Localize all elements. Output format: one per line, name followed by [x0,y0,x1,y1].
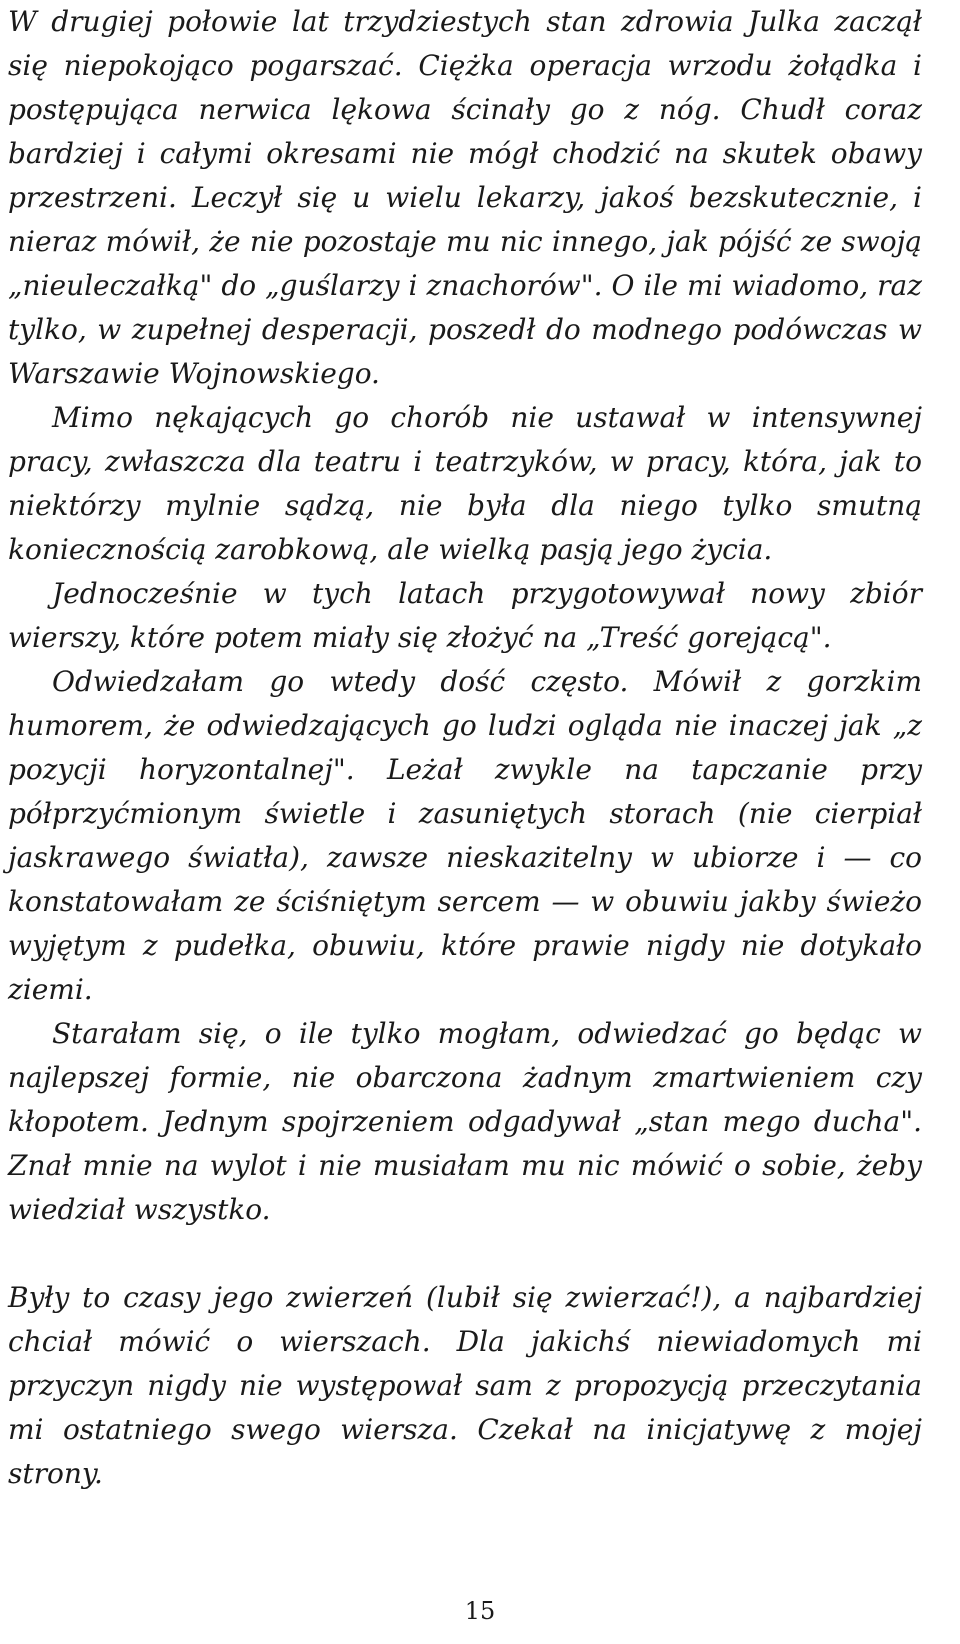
paragraph-visits: Odwiedzałam go wtedy dość często. Mówił z gorzkim humorem, że odwiedzających go ludzi ogląda nie inaczej jak „z pozycji horyzontalnej". Leżał zwykle na tapczanie przy półprzyćmionym świetle i zasuniętych storach (nie cierpiał jaskrawego światła), zawsze nieskazitelny w ubiorze i — co konstatowałam ze ściśniętym sercem — w obuwiu jakby świeżo wyjętym z pudełka, obuwiu, które prawie nigdy nie dotykało ziemi. [8,665,922,1006]
paragraph-confessions: Były to czasy jego zwierzeń (lubił się zwierzać!), a najbardziej chciał mówić o wierszach. Dla jakichś niewiadomych mi przyczyn nigdy nie występował sam z propozycją przeczytania mi ostatniego swego wiersza. Czekał na inicjatywę z mojej strony. [8,1281,922,1490]
page-number: 15 [464,1597,496,1625]
paragraph-spacer [8,1232,922,1276]
paragraph-poems: Jednocześnie w tych latach przygotowywał nowy zbiór wierszy, które potem miały się złożyć na „Treść gorejącą". [8,577,922,654]
paragraph-work: Mimo nękających go chorób nie ustawał w intensywnej pracy, zwłaszcza dla teatru i teatrzyków, w pracy, która, jak to niektórzy mylnie sądzą, nie była dla niego tylko smutną koniecznością zarobkową, ale wielką pasją jego życia. [8,401,922,566]
document-page [8,0,922,1496]
paragraph-health: W drugiej połowie lat trzydziestych stan zdrowia Julka zaczął się niepokojąco pogarszać. Ciężka operacja wrzodu żołądka i postępująca nerwica lękowa ścinały go z nóg. Chudł coraz bardziej i całymi okresami nie mógł chodzić na skutek obawy przestrzeni. Leczył się u wielu lekarzy, jakoś bezskutecznie, i nieraz mówił, że nie pozostaje mu nic innego, jak pójść ze swoją „nieuleczałką" do „guślarzy i znachorów". O ile mi wiadomo, raz tylko, w zupełnej desperacji, poszedł do modnego podówczas w Warszawie Wojnowskiego. [8,5,922,390]
paragraph-mood: Starałam się, o ile tylko mogłam, odwiedzać go będąc w najlepszej formie, nie obarczona żadnym zmartwieniem czy kłopotem. Jednym spojrzeniem odgadywał „stan mego ducha". Znał mnie na wylot i nie musiałam mu nic mówić o sobie, żeby wiedział wszystko. [8,1017,922,1226]
